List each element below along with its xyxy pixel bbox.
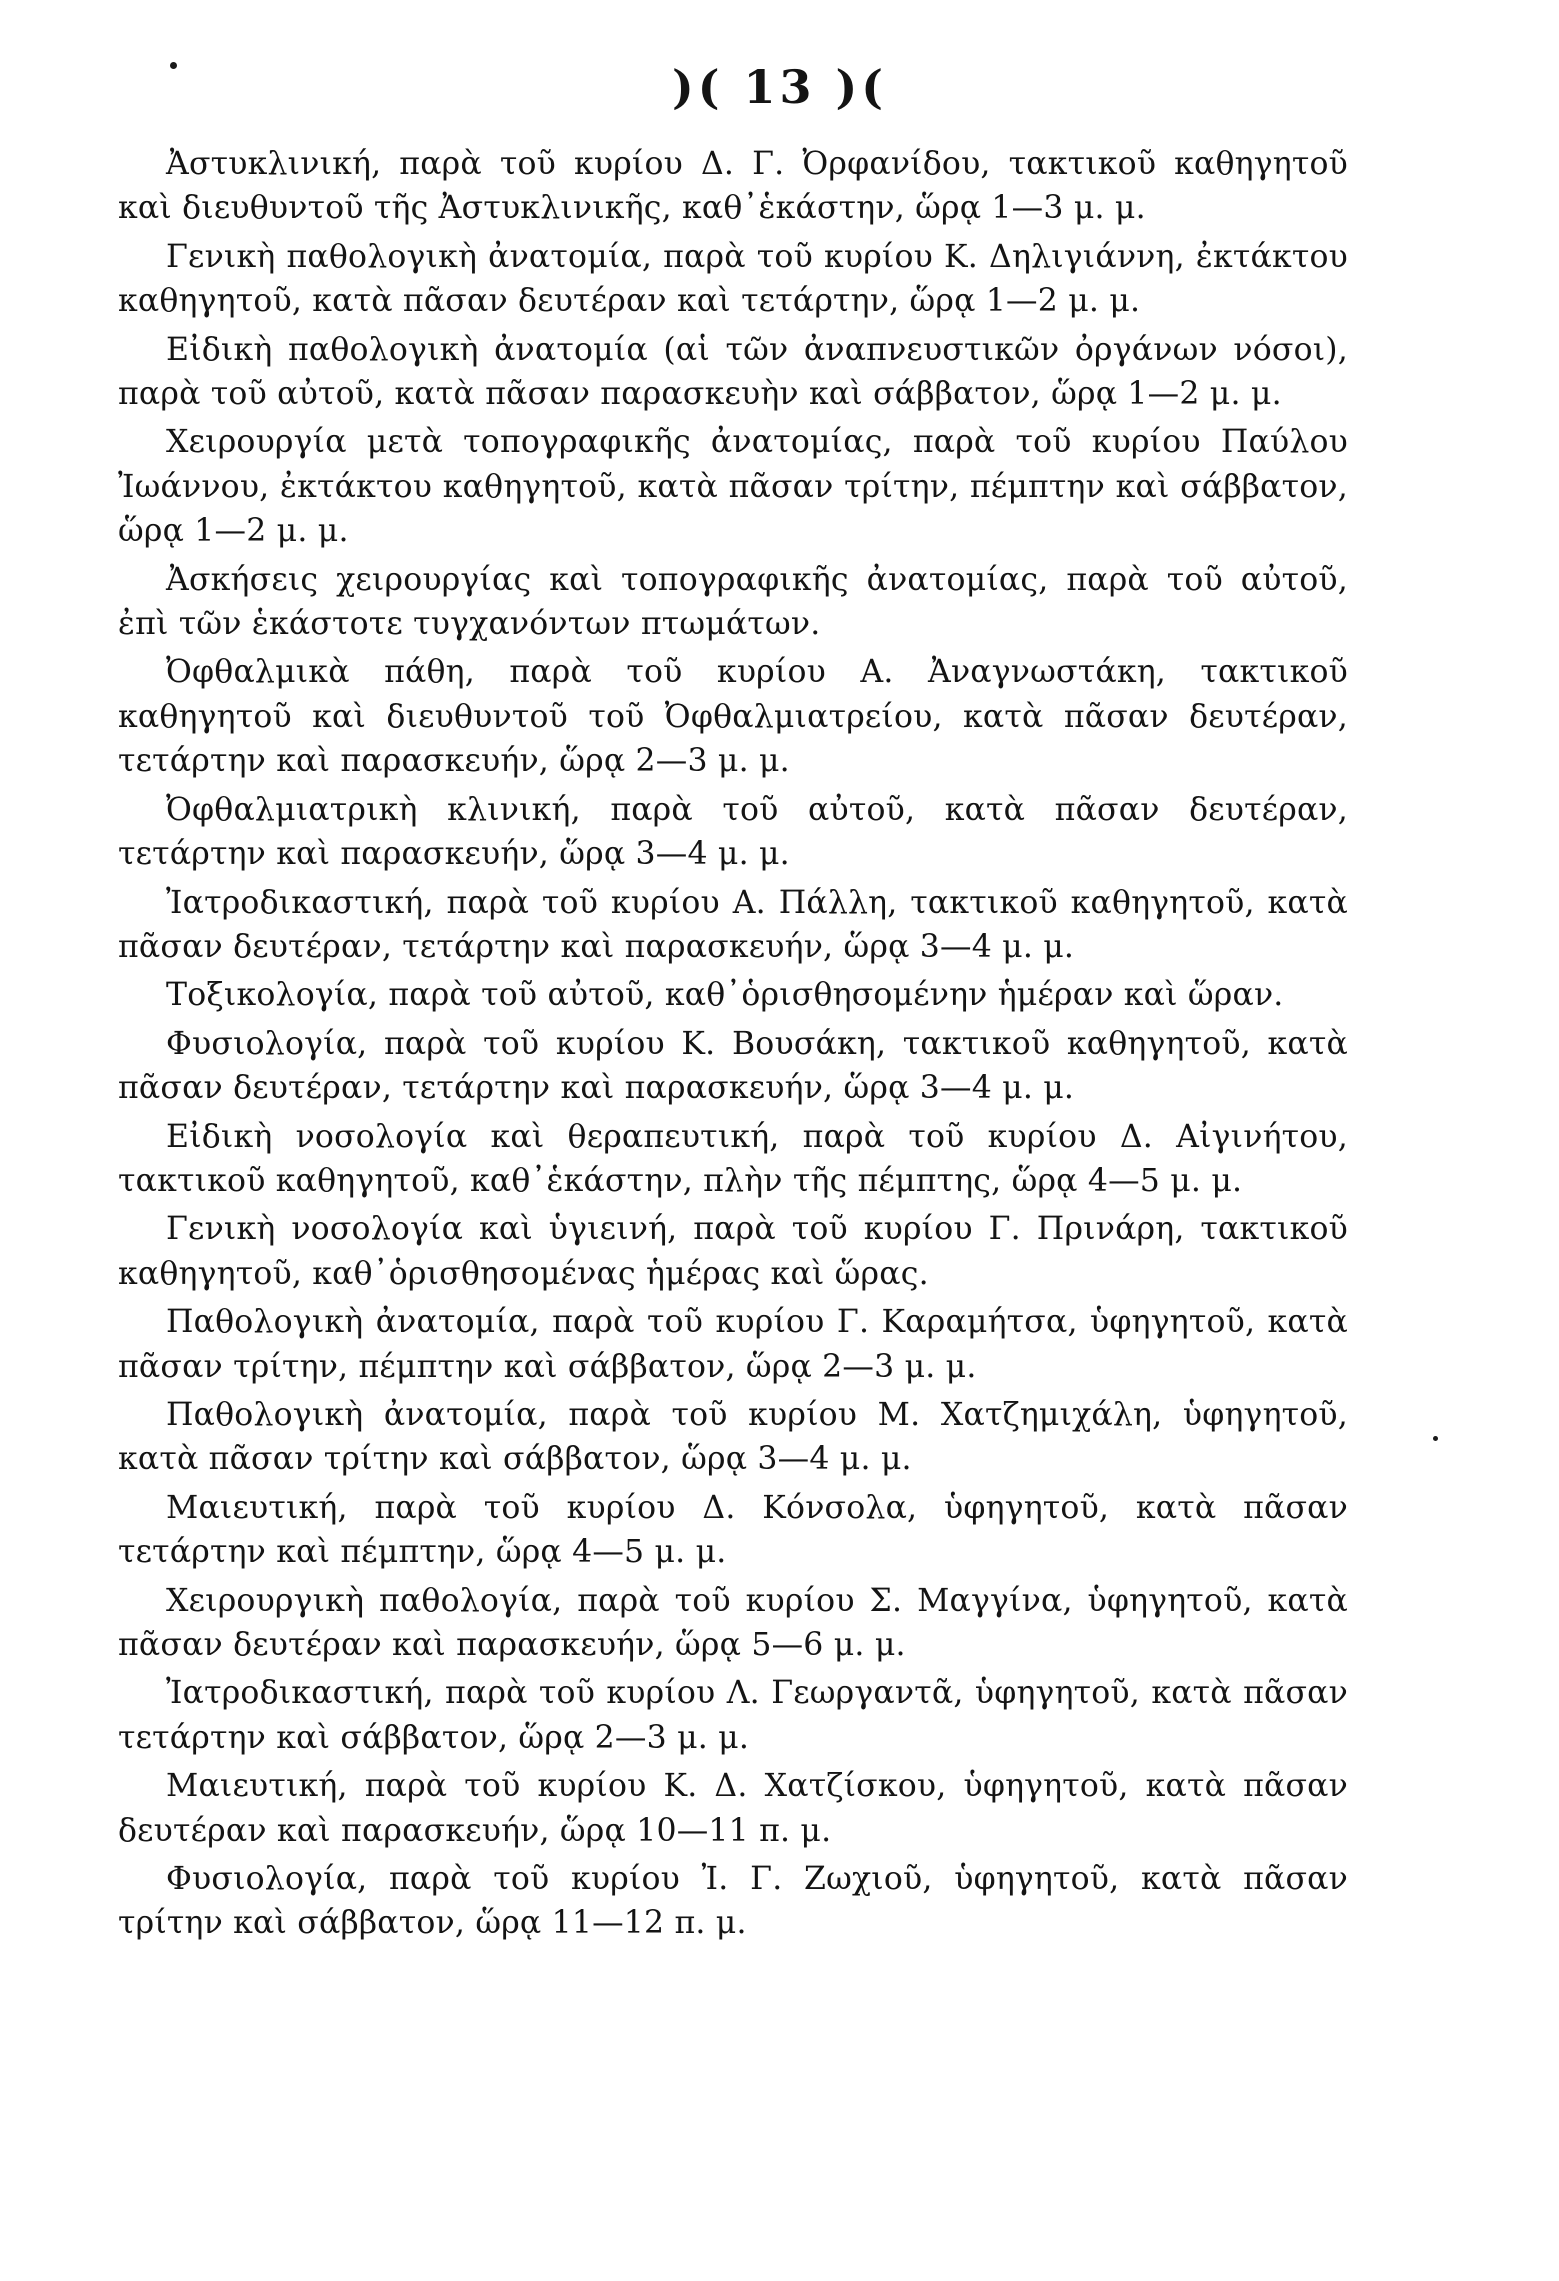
course-entry: Φυσιολογία, παρὰ τοῦ κυρίου Ἰ. Γ. Ζωχιοῦ, ὑφηγητοῦ, κατὰ πᾶσαν τρίτην καὶ σάββατον, ὥρᾳ 11—12 π. μ. xyxy=(118,1861,1348,1942)
course-entry: Μαιευτική, παρὰ τοῦ κυρίου Δ. Κόνσολα, ὑφηγητοῦ, κατὰ πᾶσαν τετάρτην καὶ πέμπτην, ὥρᾳ 4—5 μ. μ. xyxy=(118,1489,1348,1571)
course-entry: Ἀσκήσεις χειρουργίας καὶ τοπογραφικῆς ἀνατομίας, παρὰ τοῦ αὐτοῦ, ἐπὶ τῶν ἑκάστοτε τυγχανόντων πτωμάτων. xyxy=(118,561,1348,643)
course-entry: Ἰατροδικαστική, παρὰ τοῦ κυρίου Α. Πάλλη, τακτικοῦ καθηγητοῦ, κατὰ πᾶσαν δευτέραν, τετάρτην καὶ παρασκευήν, ὥρᾳ 3—4 μ. μ. xyxy=(118,884,1348,965)
course-entry: Εἰδικὴ παθολογικὴ ἀνατομία (αἱ τῶν ἀναπνευστικῶν ὀργάνων νόσοι), παρὰ τοῦ αὐτοῦ, κατὰ πᾶσαν παρασκευὴν καὶ σάββατον, ὥρᾳ 1—2 μ. μ. xyxy=(118,331,1348,413)
course-entry: Ἀστυκλινική, παρὰ τοῦ κυρίου Δ. Γ. Ὀρφανίδου, τακτικοῦ καθηγητοῦ καὶ διευθυντοῦ τῆς Ἀστυκλινικῆς, καθ᾽ἑκάστην, ὥρᾳ 1—3 μ. μ. xyxy=(118,146,1348,227)
course-entry: Ὀφθαλμικὰ πάθη, παρὰ τοῦ κυρίου Α. Ἀναγνωστάκη, τακτικοῦ καθηγητοῦ καὶ διευθυντοῦ τοῦ Ὀφθαλμιατρείου, κατὰ πᾶσαν δευτέραν, τετάρτην καὶ παρασκευήν, ὥρᾳ 2—3 μ. μ. xyxy=(118,654,1348,780)
course-entry: Φυσιολογία, παρὰ τοῦ κυρίου Κ. Βουσάκη, τακτικοῦ καθηγητοῦ, κατὰ πᾶσαν δευτέραν, τετάρτην καὶ παρασκευήν, ὥρᾳ 3—4 μ. μ. xyxy=(118,1025,1348,1107)
page-body xyxy=(118,142,1348,1950)
course-entry: Χειρουργικὴ παθολογία, παρὰ τοῦ κυρίου Σ. Μαγγίνα, ὑφηγητοῦ, κατὰ πᾶσαν δευτέραν καὶ παρασκευήν, ὥρᾳ 5—6 μ. μ. xyxy=(118,1582,1348,1663)
course-entry: Τοξικολογία, παρὰ τοῦ αὐτοῦ, καθ᾽ὁρισθησομένην ἡμέραν καὶ ὥραν. xyxy=(166,977,1284,1014)
course-entry: Γενικὴ νοσολογία καὶ ὑγιεινή, παρὰ τοῦ κυρίου Γ. Πρινάρη, τακτικοῦ καθηγητοῦ, καθ᾽ὁρισθησομένας ἡμέρας καὶ ὥρας. xyxy=(118,1211,1348,1292)
course-entry: Παθολογικὴ ἀνατομία, παρὰ τοῦ κυρίου Γ. Καραμήτσα, ὑφηγητοῦ, κατὰ πᾶσαν τρίτην, πέμπτην καὶ σάββατον, ὥρᾳ 2—3 μ. μ. xyxy=(118,1304,1348,1385)
course-entry: Μαιευτική, παρὰ τοῦ κυρίου Κ. Δ. Χατζίσκου, ὑφηγητοῦ, κατὰ πᾶσαν δευτέραν καὶ παρασκευήν, ὥρᾳ 10—11 π. μ. xyxy=(118,1768,1348,1849)
stray-mark xyxy=(1433,1436,1438,1441)
course-entry: Εἰδικὴ νοσολογία καὶ θεραπευτική, παρὰ τοῦ κυρίου Δ. Αἰγινήτου, τακτικοῦ καθηγητοῦ, καθ᾽ἑκάστην, πλὴν τῆς πέμπτης, ὥρᾳ 4—5 μ. μ. xyxy=(118,1118,1348,1199)
page-number: )( 13 )( xyxy=(671,60,888,114)
course-entry: Γενικὴ παθολογικὴ ἀνατομία, παρὰ τοῦ κυρίου Κ. Δηλιγιάννη, ἐκτάκτου καθηγητοῦ, κατὰ πᾶσαν δευτέραν καὶ τετάρτην, ὥρᾳ 1—2 μ. μ. xyxy=(118,238,1348,320)
course-entry: Παθολογικὴ ἀνατομία, παρὰ τοῦ κυρίου Μ. Χατζημιχάλη, ὑφηγητοῦ, κατὰ πᾶσαν τρίτην καὶ σάββατον, ὥρᾳ 3—4 μ. μ. xyxy=(118,1396,1348,1478)
course-entry: Ἰατροδικαστική, παρὰ τοῦ κυρίου Λ. Γεωργαντᾶ, ὑφηγητοῦ, κατὰ πᾶσαν τετάρτην καὶ σάββατον, ὥρᾳ 2—3 μ. μ. xyxy=(118,1675,1348,1756)
course-entry: Χειρουργία μετὰ τοπογραφικῆς ἀνατομίας, παρὰ τοῦ κυρίου Παύλου Ἰωάννου, ἐκτάκτου καθηγητοῦ, κατὰ πᾶσαν τρίτην, πέμπτην καὶ σάββατον, ὥρᾳ 1—2 μ. μ. xyxy=(118,424,1348,550)
course-entry: Ὀφθαλμιατρικὴ κλινική, παρὰ τοῦ αὐτοῦ, κατὰ πᾶσαν δευτέραν, τετάρτην καὶ παρασκευήν, ὥρᾳ 3—4 μ. μ. xyxy=(118,791,1348,873)
